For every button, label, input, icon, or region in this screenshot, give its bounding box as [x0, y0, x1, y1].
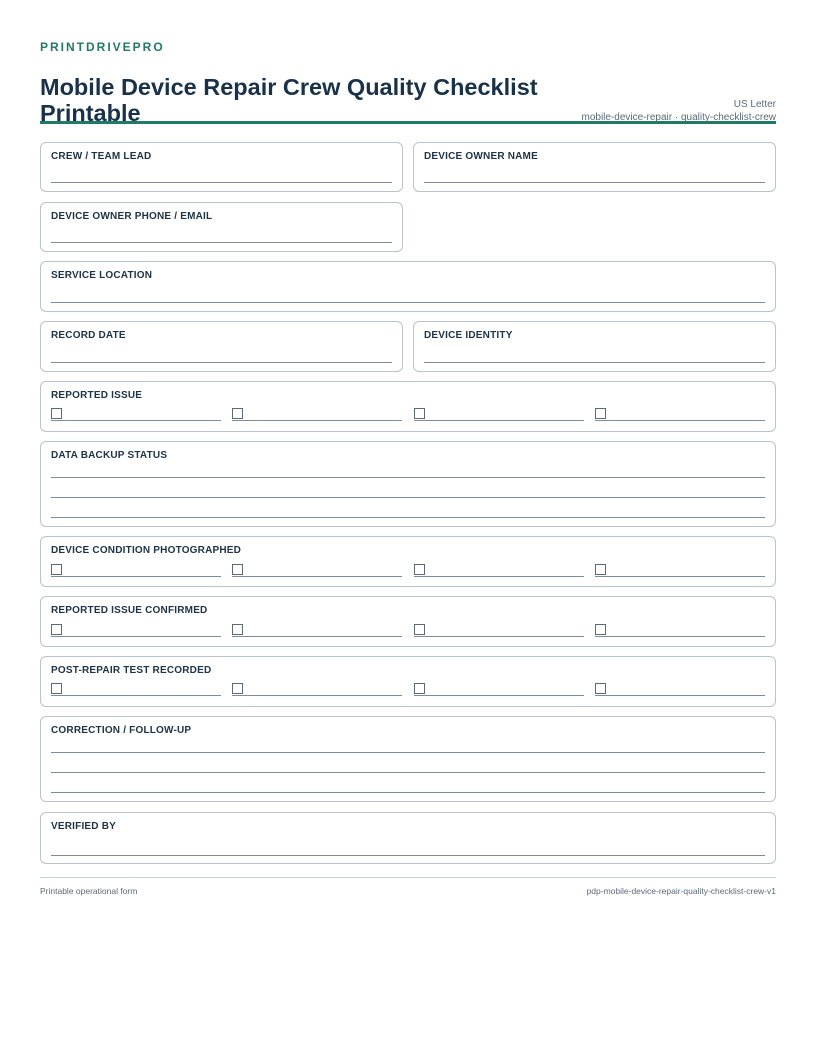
- data-backup-field[interactable]: [40, 441, 776, 527]
- option-write-line[interactable]: [232, 636, 402, 637]
- post-repair-test-option-3[interactable]: [414, 683, 584, 697]
- issue-confirmed-option-2[interactable]: [232, 624, 402, 638]
- option-write-line[interactable]: [51, 636, 221, 637]
- checkbox[interactable]: [51, 624, 62, 635]
- checklist-page: [40, 40, 776, 896]
- post-repair-test-label: POST-REPAIR TEST RECORDED: [51, 665, 212, 676]
- condition-photographed-option-2[interactable]: [232, 564, 402, 578]
- option-write-line[interactable]: [232, 695, 402, 696]
- reported-issue-field: [40, 381, 776, 432]
- checkbox[interactable]: [595, 564, 606, 575]
- service-location-field[interactable]: [40, 261, 776, 312]
- reported-issue-option-4[interactable]: [595, 408, 765, 422]
- record-date-field[interactable]: [40, 321, 403, 372]
- option-write-line[interactable]: [414, 420, 584, 421]
- data-backup-label: DATA BACKUP STATUS: [51, 450, 168, 461]
- owner-name-write-line[interactable]: [424, 182, 765, 183]
- checkbox[interactable]: [51, 408, 62, 419]
- checkbox[interactable]: [51, 683, 62, 694]
- owner-name-label: DEVICE OWNER NAME: [424, 151, 538, 162]
- checkbox[interactable]: [414, 564, 425, 575]
- reported-issue-option-3[interactable]: [414, 408, 584, 422]
- option-write-line[interactable]: [595, 420, 765, 421]
- device-identity-label: DEVICE IDENTITY: [424, 330, 513, 341]
- checkbox[interactable]: [595, 624, 606, 635]
- document-meta: [581, 98, 776, 124]
- condition-photographed-option-3[interactable]: [414, 564, 584, 578]
- owner-contact-label: DEVICE OWNER PHONE / EMAIL: [51, 211, 213, 222]
- option-write-line[interactable]: [51, 420, 221, 421]
- option-write-line[interactable]: [595, 576, 765, 577]
- checkbox[interactable]: [232, 408, 243, 419]
- checkbox[interactable]: [232, 564, 243, 575]
- service-location-label: SERVICE LOCATION: [51, 270, 153, 281]
- option-write-line[interactable]: [51, 576, 221, 577]
- reported-issue-option-2[interactable]: [232, 408, 402, 422]
- option-write-line[interactable]: [595, 636, 765, 637]
- issue-confirmed-option-1[interactable]: [51, 624, 221, 638]
- footer-document-id: pdp-mobile-device-repair-quality-checklist-crew-v1: [586, 886, 776, 896]
- data-backup-write-line-2[interactable]: [51, 497, 765, 498]
- checkbox[interactable]: [595, 408, 606, 419]
- option-write-line[interactable]: [51, 695, 221, 696]
- paper-size: US Letter: [733, 99, 776, 110]
- condition-photographed-option-4[interactable]: [595, 564, 765, 578]
- correction-field[interactable]: [40, 716, 776, 802]
- checkbox[interactable]: [414, 408, 425, 419]
- issue-confirmed-field: [40, 596, 776, 647]
- record-date-label: RECORD DATE: [51, 330, 126, 341]
- checkbox[interactable]: [51, 564, 62, 575]
- verified-by-label: VERIFIED BY: [51, 821, 116, 832]
- checkbox[interactable]: [232, 624, 243, 635]
- device-identity-write-line[interactable]: [424, 362, 765, 363]
- post-repair-test-option-1[interactable]: [51, 683, 221, 697]
- condition-photographed-label: DEVICE CONDITION PHOTOGRAPHED: [51, 545, 242, 556]
- correction-write-line-3[interactable]: [51, 792, 765, 793]
- crew-lead-field[interactable]: [40, 142, 403, 192]
- page-header: [40, 54, 776, 124]
- checkbox[interactable]: [414, 624, 425, 635]
- service-location-write-line[interactable]: [51, 302, 765, 303]
- record-date-write-line[interactable]: [51, 362, 392, 363]
- post-repair-test-field: [40, 656, 776, 707]
- verified-by-write-line[interactable]: [51, 855, 765, 856]
- option-write-line[interactable]: [232, 576, 402, 577]
- checkbox[interactable]: [232, 683, 243, 694]
- footer-left-text: Printable operational form: [40, 886, 138, 896]
- owner-contact-field[interactable]: [40, 202, 403, 252]
- page-title: Mobile Device Repair Crew Quality Checklist Printable: [40, 74, 538, 126]
- option-write-line[interactable]: [414, 576, 584, 577]
- option-write-line[interactable]: [414, 695, 584, 696]
- verified-by-field[interactable]: [40, 812, 776, 864]
- option-write-line[interactable]: [232, 420, 402, 421]
- option-write-line[interactable]: [595, 695, 765, 696]
- reported-issue-label: REPORTED ISSUE: [51, 390, 143, 401]
- owner-contact-write-line[interactable]: [51, 242, 392, 243]
- post-repair-test-option-2[interactable]: [232, 683, 402, 697]
- data-backup-write-line-1[interactable]: [51, 477, 765, 478]
- crew-lead-label: CREW / TEAM LEAD: [51, 151, 152, 162]
- correction-write-line-1[interactable]: [51, 752, 765, 753]
- issue-confirmed-option-3[interactable]: [414, 624, 584, 638]
- issue-confirmed-option-4[interactable]: [595, 624, 765, 638]
- correction-write-line-2[interactable]: [51, 772, 765, 773]
- document-tags: mobile-device-repair · quality-checklist-crew: [581, 112, 776, 123]
- checkbox[interactable]: [414, 683, 425, 694]
- issue-confirmed-label: REPORTED ISSUE CONFIRMED: [51, 605, 208, 616]
- condition-photographed-option-1[interactable]: [51, 564, 221, 578]
- option-write-line[interactable]: [414, 636, 584, 637]
- checkbox[interactable]: [595, 683, 606, 694]
- owner-name-field[interactable]: [413, 142, 776, 192]
- device-identity-field[interactable]: [413, 321, 776, 372]
- footer-divider: [40, 877, 776, 878]
- post-repair-test-option-4[interactable]: [595, 683, 765, 697]
- correction-label: CORRECTION / FOLLOW-UP: [51, 725, 192, 736]
- data-backup-write-line-3[interactable]: [51, 517, 765, 518]
- reported-issue-option-1[interactable]: [51, 408, 221, 422]
- condition-photographed-field: [40, 536, 776, 587]
- crew-lead-write-line[interactable]: [51, 182, 392, 183]
- brand-logo: PRINTDRIVEPRO: [40, 40, 165, 54]
